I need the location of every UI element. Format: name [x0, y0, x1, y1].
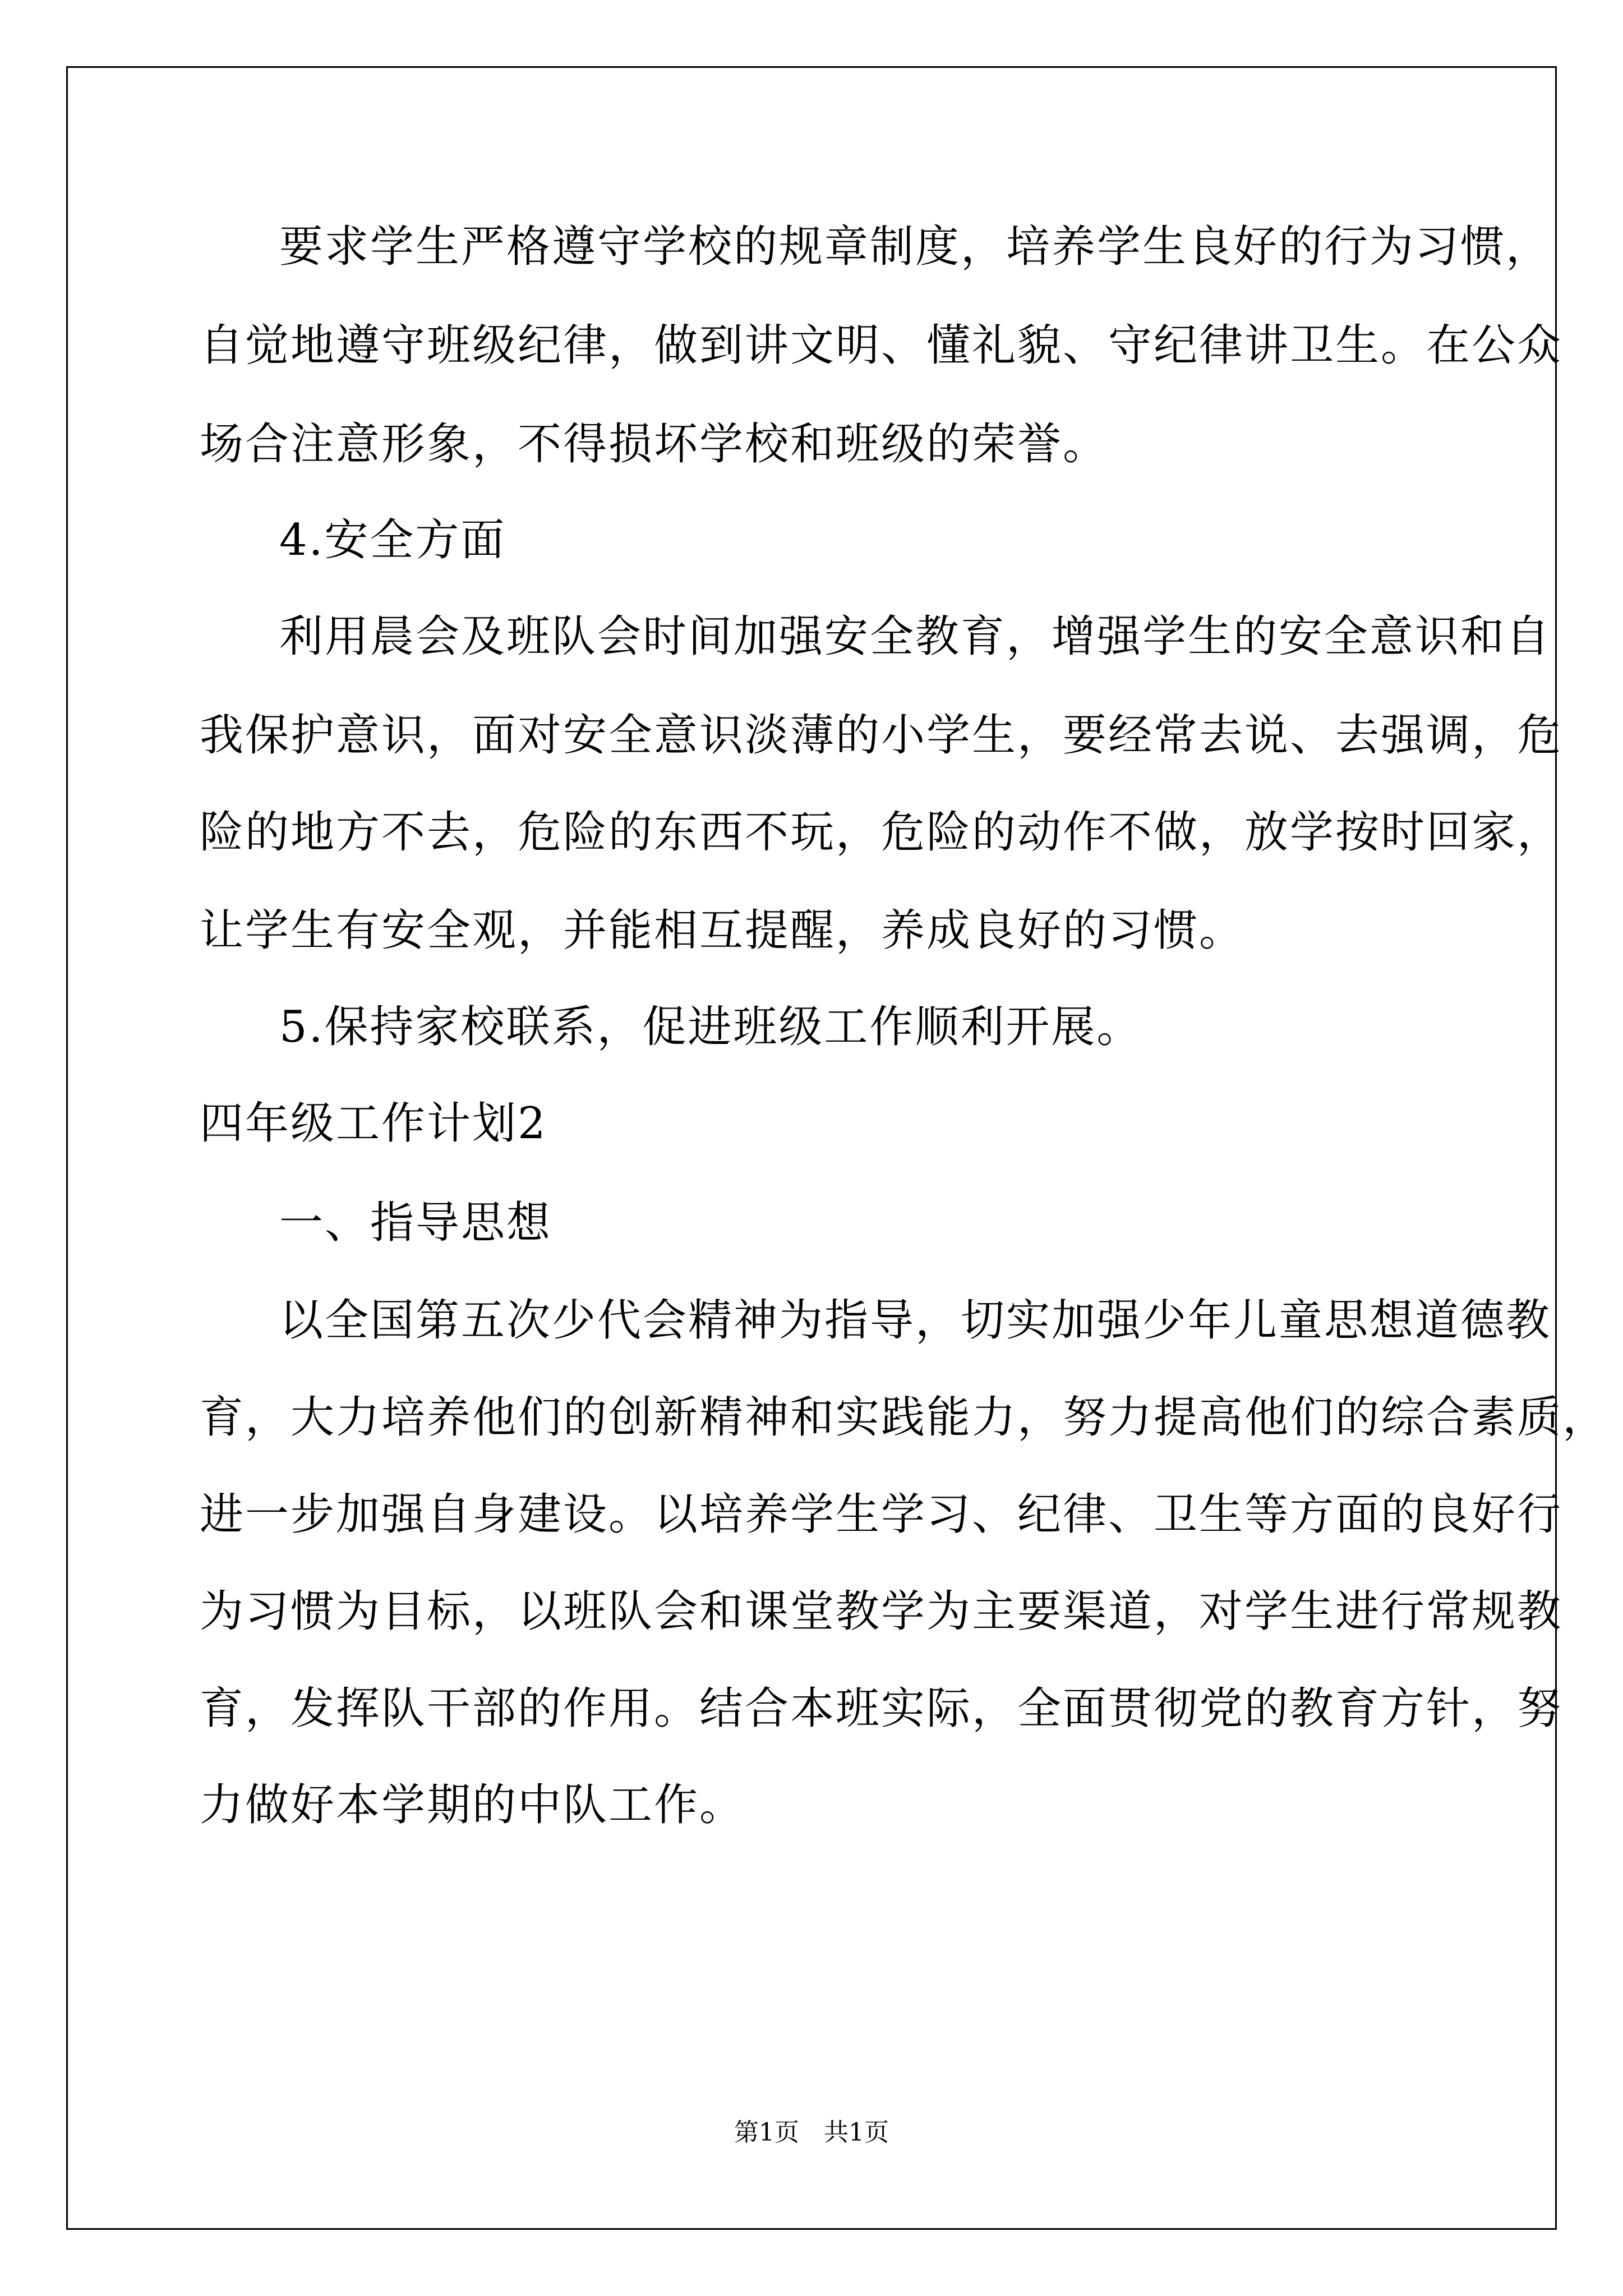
paragraph-line: 场合注意形象，不得损坏学校和班级的荣誉。 — [200, 419, 1109, 470]
paragraph-line: 自觉地遵守班级纪律，做到讲文明、懂礼貌、守纪律讲卫生。在公众 — [200, 320, 1563, 371]
paragraph-line: 以全国第五次少代会精神为指导，切实加强少年儿童思想道德教 — [279, 1295, 1552, 1346]
page-number: 第1页 共1页 — [734, 2118, 889, 2147]
paragraph-line: 进一步加强自身建设。以培养学生学习、纪律、卫生等方面的良好行 — [200, 1489, 1563, 1540]
section-heading: 4.安全方面 — [279, 515, 506, 565]
paragraph-line: 要求学生严格遵守学校的规章制度，培养学生良好的行为习惯， — [279, 222, 1552, 272]
paragraph-line: 让学生有安全观，并能相互提醒，养成良好的习惯。 — [200, 905, 1245, 956]
paragraph-line: 我保护意识，面对安全意识淡薄的小学生，要经常去说、去强调，危 — [200, 710, 1563, 761]
paragraph-line: 力做好本学期的中队工作。 — [200, 1780, 745, 1830]
paragraph-line: 育，大力培养他们的创新精神和实践能力，努力提高他们的综合素质， — [200, 1392, 1608, 1443]
paragraph-line: 育，发挥队干部的作用。结合本班实际，全面贯彻党的教育方针，努 — [200, 1683, 1563, 1734]
paragraph-line: 5.保持家校联系，促进班级工作顺利开展。 — [279, 1002, 1142, 1052]
paragraph-line: 险的地方不去，危险的东西不玩，危险的动作不做，放学按时回家， — [200, 807, 1563, 858]
paragraph-line: 利用晨会及班队会时间加强安全教育，增强学生的安全意识和自 — [279, 611, 1552, 662]
document-title: 四年级工作计划2 — [200, 1098, 547, 1149]
paragraph-line: 为习惯为目标，以班队会和课堂教学为主要渠道，对学生进行常规教 — [200, 1586, 1563, 1637]
section-heading: 一、指导思想 — [279, 1198, 552, 1248]
